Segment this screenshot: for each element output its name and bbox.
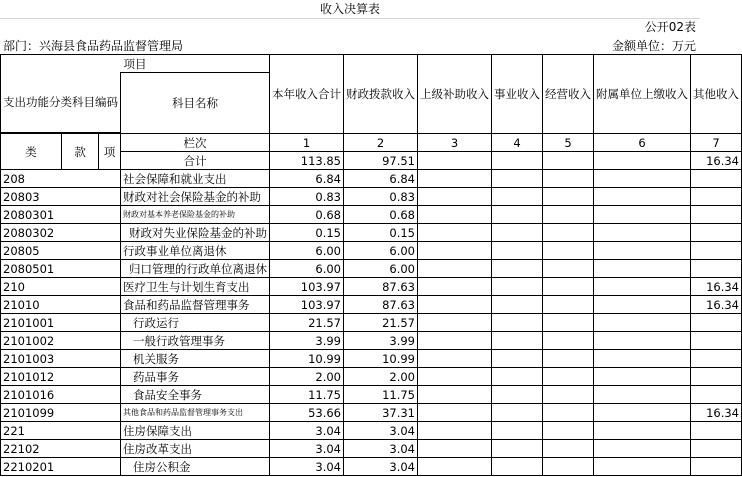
subject-name-header: 科目名称 xyxy=(121,73,270,134)
row-value-cell xyxy=(691,440,742,458)
row-value-cell: 3.04 xyxy=(270,422,344,440)
row-value-cell xyxy=(492,386,543,404)
row-value-cell xyxy=(418,296,492,314)
row-value-cell: 0.68 xyxy=(270,206,344,224)
total-cell xyxy=(492,152,543,170)
row-value-cell: 3.04 xyxy=(344,440,418,458)
row-value-cell xyxy=(691,188,742,206)
row-code: 208 xyxy=(1,170,121,188)
table-body xyxy=(1,170,742,476)
row-value-cell xyxy=(594,224,691,242)
total-cell: 97.51 xyxy=(344,152,418,170)
row-value-cell xyxy=(492,332,543,350)
row-subject-name: 归口管理的行政单位离退休 xyxy=(121,260,270,278)
row-code: 22102 xyxy=(1,440,121,458)
row-value-cell: 6.00 xyxy=(344,260,418,278)
row-value-cell xyxy=(594,242,691,260)
col-header-total: 本年收入合计 xyxy=(270,55,344,134)
row-value-cell xyxy=(492,368,543,386)
row-value-cell: 6.84 xyxy=(270,170,344,188)
row-value-cell: 11.75 xyxy=(270,386,344,404)
row-value-cell xyxy=(418,422,492,440)
row-value-cell: 2.00 xyxy=(270,368,344,386)
row-value-cell: 103.97 xyxy=(270,296,344,314)
row-value-cell xyxy=(492,440,543,458)
row-value-cell xyxy=(492,170,543,188)
total-label: 合计 xyxy=(121,152,270,170)
row-value-cell xyxy=(691,350,742,368)
row-value-cell xyxy=(691,314,742,332)
row-value-cell xyxy=(418,260,492,278)
row-value-cell xyxy=(543,314,594,332)
table-row xyxy=(1,404,742,422)
row-value-cell xyxy=(691,386,742,404)
lanci-label: 栏次 xyxy=(121,134,270,152)
row-value-cell: 0.68 xyxy=(344,206,418,224)
row-value-cell: 0.15 xyxy=(270,224,344,242)
department-label: 部门：兴海县食品药品监督管理局 xyxy=(3,39,184,53)
row-subject-name: 财政对失业保险基金的补助 xyxy=(121,224,270,242)
table-row xyxy=(1,188,742,206)
row-value-cell: 3.04 xyxy=(344,458,418,476)
row-subject-name: 医疗卫生与计划生育支出 xyxy=(121,278,270,296)
row-value-cell xyxy=(594,170,691,188)
row-value-cell: 3.99 xyxy=(344,332,418,350)
table-header xyxy=(1,55,742,170)
form-number: 公开02表 xyxy=(644,20,696,34)
row-code: 2101002 xyxy=(1,332,121,350)
row-subject-name: 住房公积金 xyxy=(121,458,270,476)
row-value-cell xyxy=(543,242,594,260)
total-cell xyxy=(594,152,691,170)
col-header-fiscal: 财政拨款收入 xyxy=(344,55,418,134)
row-subject-name: 财政对社会保险基金的补助 xyxy=(121,188,270,206)
row-value-cell xyxy=(594,458,691,476)
row-value-cell xyxy=(492,188,543,206)
total-cell: 16.34 xyxy=(691,152,742,170)
table-row xyxy=(1,422,742,440)
row-subject-name: 行政事业单位离退休 xyxy=(121,242,270,260)
col-header-superior-subsidy: 上级补助收入 xyxy=(418,55,492,134)
table-row xyxy=(1,332,742,350)
row-value-cell xyxy=(543,386,594,404)
row-code: 2080302 xyxy=(1,224,121,242)
row-value-cell xyxy=(691,458,742,476)
row-value-cell xyxy=(594,404,691,422)
row-value-cell: 3.99 xyxy=(270,332,344,350)
row-value-cell xyxy=(594,296,691,314)
table-row xyxy=(1,278,742,296)
row-value-cell: 10.99 xyxy=(344,350,418,368)
row-value-cell xyxy=(594,368,691,386)
row-value-cell: 37.31 xyxy=(344,404,418,422)
row-value-cell xyxy=(594,332,691,350)
row-value-cell xyxy=(418,314,492,332)
row-value-cell: 16.34 xyxy=(691,404,742,422)
row-value-cell xyxy=(594,188,691,206)
row-code: 20805 xyxy=(1,242,121,260)
row-value-cell: 10.99 xyxy=(270,350,344,368)
row-value-cell: 103.97 xyxy=(270,278,344,296)
col-number: 4 xyxy=(492,134,543,152)
row-value-cell xyxy=(691,242,742,260)
table-row xyxy=(1,368,742,386)
total-cell xyxy=(543,152,594,170)
row-value-cell: 16.34 xyxy=(691,296,742,314)
row-subject-name: 食品和药品监督管理事务 xyxy=(121,296,270,314)
col-header-other: 其他收入 xyxy=(691,55,742,134)
row-value-cell: 87.63 xyxy=(344,296,418,314)
col-number: 7 xyxy=(691,134,742,152)
row-value-cell: 2.00 xyxy=(344,368,418,386)
col-number: 6 xyxy=(594,134,691,152)
total-cell: 113.85 xyxy=(270,152,344,170)
table-row xyxy=(1,206,742,224)
table-row xyxy=(1,242,742,260)
row-value-cell xyxy=(594,440,691,458)
row-code: 210 xyxy=(1,278,121,296)
table-row xyxy=(1,296,742,314)
row-value-cell: 6.00 xyxy=(344,242,418,260)
income-table xyxy=(0,54,742,476)
row-value-cell xyxy=(691,368,742,386)
table-row xyxy=(1,458,742,476)
row-value-cell xyxy=(594,206,691,224)
row-value-cell xyxy=(418,278,492,296)
lei-header: 类 xyxy=(1,134,62,170)
row-subject-name: 一般行政管理事务 xyxy=(121,332,270,350)
row-value-cell xyxy=(492,260,543,278)
row-value-cell: 21.57 xyxy=(344,314,418,332)
row-subject-name: 住房改革支出 xyxy=(121,440,270,458)
row-value-cell xyxy=(594,350,691,368)
row-code: 2101003 xyxy=(1,350,121,368)
kuan-header: 款 xyxy=(62,134,99,170)
row-subject-name: 机关服务 xyxy=(121,350,270,368)
row-value-cell xyxy=(492,296,543,314)
row-value-cell xyxy=(543,296,594,314)
row-value-cell xyxy=(594,386,691,404)
row-value-cell xyxy=(691,170,742,188)
row-value-cell: 0.83 xyxy=(270,188,344,206)
row-value-cell xyxy=(691,206,742,224)
row-value-cell xyxy=(691,332,742,350)
row-value-cell: 6.84 xyxy=(344,170,418,188)
table-row xyxy=(1,440,742,458)
row-value-cell xyxy=(543,350,594,368)
row-value-cell xyxy=(418,206,492,224)
row-value-cell: 6.00 xyxy=(270,260,344,278)
row-value-cell xyxy=(543,422,594,440)
row-value-cell xyxy=(594,422,691,440)
row-value-cell xyxy=(492,278,543,296)
col-header-affiliated: 附属单位上缴收入 xyxy=(594,55,691,134)
row-value-cell xyxy=(418,170,492,188)
row-value-cell xyxy=(492,422,543,440)
row-value-cell xyxy=(492,206,543,224)
row-subject-name: 食品安全事务 xyxy=(121,386,270,404)
row-code: 2210201 xyxy=(1,458,121,476)
col-number: 1 xyxy=(270,134,344,152)
table-row xyxy=(1,260,742,278)
table-row xyxy=(1,350,742,368)
col-number: 3 xyxy=(418,134,492,152)
row-code: 2101016 xyxy=(1,386,121,404)
row-code: 221 xyxy=(1,422,121,440)
report-title: 收入决算表 xyxy=(0,0,700,19)
row-value-cell xyxy=(418,440,492,458)
xiang-header: 项 xyxy=(99,134,121,170)
row-value-cell xyxy=(492,314,543,332)
row-value-cell xyxy=(543,224,594,242)
row-value-cell: 3.04 xyxy=(270,440,344,458)
row-value-cell xyxy=(543,404,594,422)
row-code: 2080301 xyxy=(1,206,121,224)
row-value-cell xyxy=(543,368,594,386)
row-value-cell xyxy=(418,332,492,350)
row-code: 2101012 xyxy=(1,368,121,386)
row-subject-name: 其他食品和药品监督管理事务支出 xyxy=(121,404,270,422)
row-value-cell: 6.00 xyxy=(270,242,344,260)
table-row xyxy=(1,224,742,242)
row-code: 2101001 xyxy=(1,314,121,332)
row-value-cell xyxy=(492,458,543,476)
row-value-cell xyxy=(418,188,492,206)
row-code: 2101099 xyxy=(1,404,121,422)
total-cell xyxy=(418,152,492,170)
row-value-cell xyxy=(418,350,492,368)
row-value-cell xyxy=(492,242,543,260)
row-value-cell xyxy=(492,404,543,422)
row-value-cell xyxy=(543,170,594,188)
row-value-cell xyxy=(418,458,492,476)
row-value-cell xyxy=(594,260,691,278)
row-value-cell: 3.04 xyxy=(270,458,344,476)
row-subject-name: 住房保障支出 xyxy=(121,422,270,440)
amount-unit-label: 金额单位：万元 xyxy=(611,39,696,53)
row-value-cell: 16.34 xyxy=(691,278,742,296)
row-value-cell: 0.83 xyxy=(344,188,418,206)
row-code: 21010 xyxy=(1,296,121,314)
row-value-cell xyxy=(418,242,492,260)
item-header: 项目 xyxy=(1,55,270,73)
row-value-cell xyxy=(691,422,742,440)
row-value-cell: 53.66 xyxy=(270,404,344,422)
col-header-business: 事业收入 xyxy=(492,55,543,134)
row-value-cell xyxy=(543,458,594,476)
row-value-cell: 21.57 xyxy=(270,314,344,332)
row-value-cell: 87.63 xyxy=(344,278,418,296)
row-value-cell xyxy=(543,206,594,224)
row-value-cell xyxy=(543,188,594,206)
row-value-cell xyxy=(418,404,492,422)
row-value-cell xyxy=(691,224,742,242)
row-value-cell xyxy=(594,278,691,296)
row-value-cell: 0.15 xyxy=(344,224,418,242)
col-number: 2 xyxy=(344,134,418,152)
col-header-operating: 经营收入 xyxy=(543,55,594,134)
row-value-cell: 11.75 xyxy=(344,386,418,404)
table-row xyxy=(1,386,742,404)
row-value-cell xyxy=(492,350,543,368)
row-value-cell xyxy=(543,260,594,278)
row-value-cell xyxy=(418,386,492,404)
row-code: 2080501 xyxy=(1,260,121,278)
row-subject-name: 财政对基本养老保险基金的补助 xyxy=(121,206,270,224)
row-value-cell xyxy=(543,332,594,350)
row-value-cell xyxy=(492,224,543,242)
col-number: 5 xyxy=(543,134,594,152)
table-row xyxy=(1,314,742,332)
row-value-cell xyxy=(594,314,691,332)
row-subject-name: 药品事务 xyxy=(121,368,270,386)
row-subject-name: 社会保障和就业支出 xyxy=(121,170,270,188)
row-value-cell: 3.04 xyxy=(344,422,418,440)
row-value-cell xyxy=(543,278,594,296)
func-code-header: 支出功能分类科目编码 xyxy=(1,73,121,133)
row-value-cell xyxy=(418,368,492,386)
row-value-cell xyxy=(691,260,742,278)
table-row xyxy=(1,170,742,188)
row-value-cell xyxy=(418,224,492,242)
row-value-cell xyxy=(543,440,594,458)
row-subject-name: 行政运行 xyxy=(121,314,270,332)
row-code: 20803 xyxy=(1,188,121,206)
